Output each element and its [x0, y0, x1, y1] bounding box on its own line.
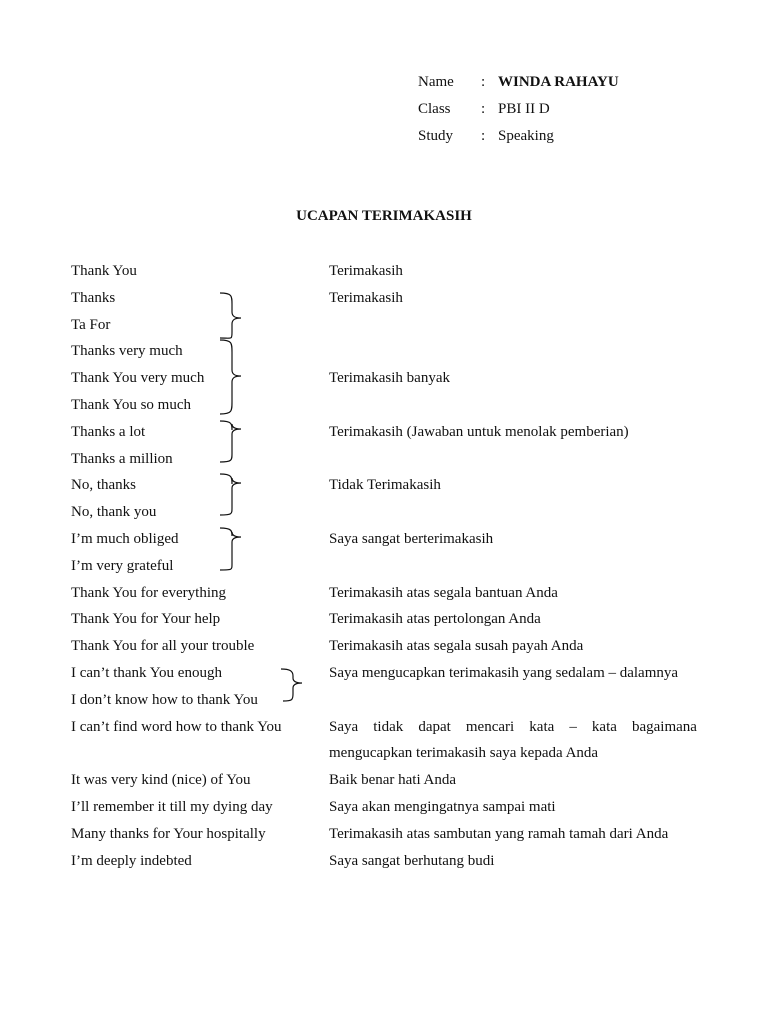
english-phrase: Thanks a lot — [71, 423, 146, 440]
word: kata — [529, 718, 555, 735]
colon: : — [481, 101, 486, 117]
english-phrase: I’m deeply indebted — [71, 852, 192, 869]
brace-no-thanks-group — [220, 474, 241, 515]
class-label: Class — [418, 101, 451, 117]
english-phrase: Thank You so much — [71, 396, 192, 413]
english-phrase: Thanks a million — [71, 450, 173, 467]
english-phrase: Many thanks for Your hospitally — [71, 825, 266, 842]
english-phrase: Thank You very much — [71, 370, 205, 387]
english-phrase: Thank You for Your help — [71, 611, 221, 628]
indonesian-translation: Saya sangat berhutang budi — [329, 852, 495, 869]
name-value: WINDA RAHAYU — [498, 74, 619, 90]
indonesian-translation: Terimakasih atas segala susah payah Anda — [329, 638, 584, 655]
english-phrase: Thank You for all your trouble — [71, 638, 255, 655]
indonesian-translation: Saya mengucapkan terimakasih yang sedalam – dalamnya — [329, 664, 679, 681]
colon: : — [481, 74, 486, 90]
english-phrase: Thanks very much — [71, 343, 183, 360]
english-phrase: I can’t thank You enough — [71, 664, 222, 681]
english-phrase: I’ll remember it till my dying day — [71, 798, 273, 815]
continuation-line: mengucapkan terimakasih saya kepada Anda — [329, 745, 599, 762]
english-phrase: No, thanks — [71, 477, 136, 494]
word: bagaimana — [631, 718, 697, 735]
english-phrase: Thanks — [71, 289, 116, 306]
brace-a-lot-group — [220, 421, 241, 462]
word: tidak — [373, 718, 404, 735]
word: – — [569, 718, 577, 735]
indonesian-translation: Baik benar hati Anda — [329, 772, 457, 789]
class-value: PBI II D — [498, 101, 550, 117]
english-phrase: It was very kind (nice) of You — [71, 772, 251, 789]
indonesian-translation: Saya sangat berterimakasih — [329, 530, 494, 547]
english-phrase: I’m very grateful — [71, 557, 174, 574]
brace-obliged-group — [220, 528, 241, 570]
word: Saya — [329, 718, 359, 735]
brace-thanks-group — [220, 293, 241, 338]
english-phrase: Ta For — [71, 316, 111, 333]
word: kata — [591, 718, 617, 735]
indonesian-translation: Terimakasih atas sambutan yang ramah tamah dari Anda — [329, 825, 669, 842]
word: dapat — [418, 718, 451, 735]
english-phrase: Thank You — [71, 263, 137, 279]
english-phrase: Thank You for everything — [71, 584, 226, 601]
indonesian-translation: Terimakasih — [329, 289, 403, 306]
study-value: Speaking — [498, 128, 554, 144]
word: mencari — [465, 718, 515, 735]
page-title: UCAPAN TERIMAKASIH — [296, 208, 472, 224]
brace-thank-enough-group — [281, 669, 302, 701]
indonesian-translation: Terimakasih atas pertolongan Anda — [329, 611, 541, 628]
brace-very-much-group — [220, 340, 241, 414]
english-phrase: No, thank you — [71, 504, 157, 521]
indonesian-translation: Saya akan mengingatnya sampai mati — [329, 798, 556, 815]
name-label: Name — [418, 74, 454, 90]
indonesian-translation: Terimakasih (Jawaban untuk menolak pemberian) — [329, 423, 629, 440]
english-phrase: I don’t know how to thank You — [71, 691, 258, 708]
english-phrase: I’m much obliged — [71, 530, 179, 547]
indonesian-translation: Terimakasih atas segala bantuan Anda — [329, 584, 558, 601]
english-phrase: I can’t find word how to thank You — [71, 718, 282, 735]
colon: : — [481, 128, 486, 144]
indonesian-translation: Terimakasih — [329, 263, 403, 279]
indonesian-translation: Terimakasih banyak — [329, 370, 450, 387]
indonesian-translation: Tidak Terimakasih — [329, 477, 441, 494]
study-label: Study — [418, 128, 454, 144]
